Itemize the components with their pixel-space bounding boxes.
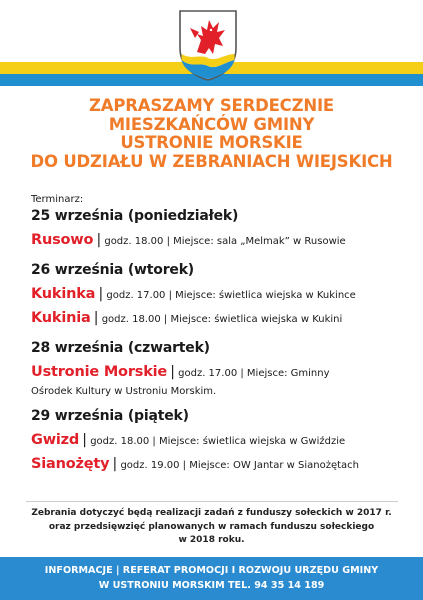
separator: | xyxy=(170,364,175,380)
separator: | xyxy=(98,286,104,302)
separator: | xyxy=(96,232,102,248)
day-group xyxy=(31,262,401,331)
event-place: Sianożęty xyxy=(31,456,110,472)
event-details: godz. 18.00 | Miejsce: świetlica wiejska w Gwiździe xyxy=(90,436,346,447)
event-place: Kukinia xyxy=(31,310,91,326)
event-details: godz. 18.00 | Miejsce: świetlica wiejska w Kukini xyxy=(101,314,343,325)
note-line: oraz przedsięwzięć planowanych w ramach funduszu sołeckiego xyxy=(48,521,375,532)
separator: | xyxy=(82,432,87,448)
event-place: Gwizd xyxy=(31,432,80,448)
griffin-coat-of-arms-icon xyxy=(177,8,239,82)
separator: | xyxy=(112,456,118,472)
day-group xyxy=(31,408,401,477)
day-date: 26 września (wtorek) xyxy=(31,262,195,278)
divider xyxy=(26,501,398,502)
separator: | xyxy=(93,310,99,326)
footer-line: W USTRONIU MORSKIM TEL. 94 35 14 189 xyxy=(98,580,325,591)
headline-line: DO UDZIAŁU W ZEBRANIACH WIEJSKICH xyxy=(30,151,393,171)
note-line: Zebrania dotyczyć będą realizacji zadań z funduszy sołeckich w 2017 r. xyxy=(31,508,392,518)
event-row xyxy=(31,283,401,307)
headline-line: MIESZKAŃCÓW GMINY xyxy=(108,114,315,134)
event-place: Ustronie Morskie xyxy=(31,364,168,380)
event-row xyxy=(31,307,401,331)
schedule-label: Terminarz: xyxy=(31,194,84,205)
day-date: 29 września (piątek) xyxy=(31,408,189,424)
info-note xyxy=(0,507,423,548)
headline-line: ZAPRASZAMY SERDECZNIE xyxy=(89,96,334,115)
day-date: 25 września (poniedziałek) xyxy=(31,208,239,224)
note-line: w 2018 roku. xyxy=(178,535,245,545)
event-row xyxy=(31,429,401,453)
day-date: 28 września (czwartek) xyxy=(31,340,210,356)
event-place: Kukinka xyxy=(31,286,96,302)
footer-banner xyxy=(0,557,423,600)
event-details: godz. 19.00 | Miejsce: OW Jantar w Sianożętach xyxy=(120,460,360,471)
headline xyxy=(0,97,423,171)
headline-line: USTRONIE MORSKIE xyxy=(120,133,303,153)
event-row xyxy=(31,361,401,385)
schedule xyxy=(31,193,401,486)
event-row xyxy=(31,453,401,477)
event-details: godz. 17.00 | Miejsce: świetlica wiejska w Kukince xyxy=(106,290,356,301)
event-details: godz. 18.00 | Miejsce: sala „Melmak” w Rusowie xyxy=(104,236,346,247)
footer-line: INFORMACJE | REFERAT PROMOCJI I ROZWOJU URZĘDU GMINY xyxy=(44,565,379,576)
day-group xyxy=(31,340,401,399)
event-row xyxy=(31,229,401,253)
event-details: godz. 17.00 | Miejsce: Gminny xyxy=(178,368,330,379)
event-details-continuation: Ośrodek Kultury w Ustroniu Morskim. xyxy=(31,386,217,397)
event-place: Rusowo xyxy=(31,232,94,248)
day-group xyxy=(31,208,401,253)
